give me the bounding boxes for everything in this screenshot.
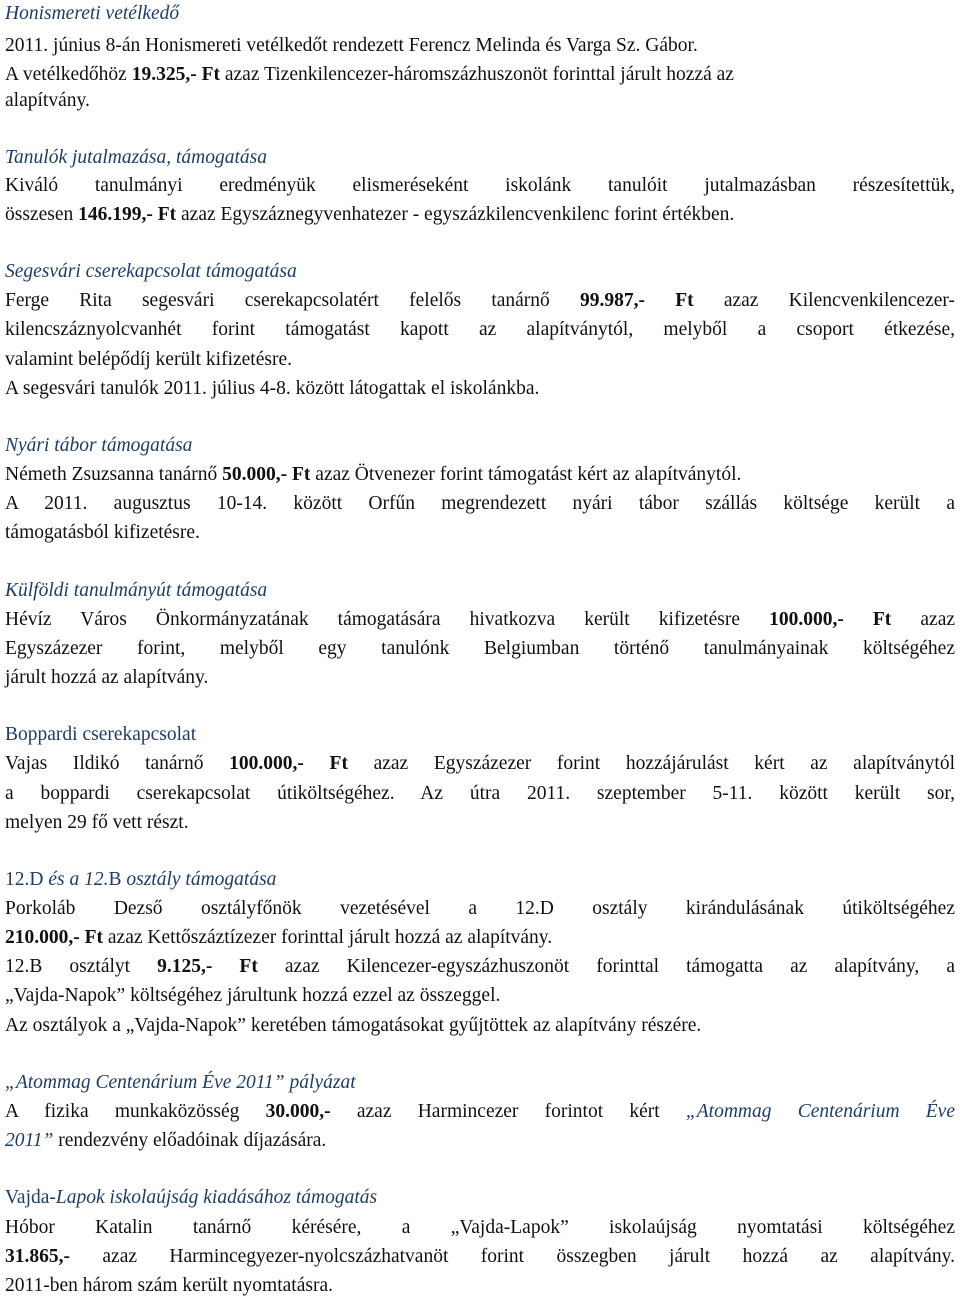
amount: 9.125,- Ft: [157, 956, 258, 977]
amount: 31.865,-: [5, 1246, 70, 1267]
paragraph-line: Egyszázezer forint, melyből egy tanulónk Belgiumban történő tanulmányainak költségéhez: [5, 638, 955, 659]
paragraph-line: Kiváló tanulmányi eredményük elismeréseként iskolánk tanulóit jutalmazásban részesítettük,: [5, 175, 955, 196]
event-title: „Atommag Centenárium Éve: [685, 1101, 955, 1122]
section-heading: Nyári tábor támogatása: [5, 435, 193, 456]
amount: 210.000,- Ft: [5, 927, 104, 948]
paragraph-line: alapítvány.: [5, 90, 90, 111]
paragraph-line: 31.865,- azaz Harmincegyezer-nyolcszázhatvanöt forint összegben járult hozzá az alapítvány.: [5, 1246, 955, 1267]
paragraph-line: A vetélkedőhöz 19.325,- Ft azaz Tizenkilencezer-háromszázhuszonöt forinttal járult hozzá az: [5, 64, 734, 85]
paragraph-line: Németh Zsuzsanna tanárnő 50.000,- Ft azaz Ötvenezer forint támogatást kért az alapítványtól.: [5, 464, 742, 485]
paragraph-line: 2011-ben három szám került nyomtatásra.: [5, 1275, 333, 1296]
paragraph-line: valamint belépődíj került kifizetésre.: [5, 349, 292, 370]
section-heading: Vajda-Lapok iskolaújság kiadásához támogatás: [5, 1187, 378, 1208]
paragraph-line: Az osztályok a „Vajda-Napok” keretében támogatásokat gyűjtöttek az alapítvány részére.: [5, 1015, 702, 1036]
section-heading: Boppardi cserekapcsolat: [5, 724, 197, 745]
paragraph-line: A 2011. augusztus 10-14. között Orfűn megrendezett nyári tábor szállás költsége került a: [5, 493, 955, 514]
section-heading: „Atommag Centenárium Éve 2011” pályázat: [5, 1072, 356, 1093]
section-heading: Tanulók jutalmazása, támogatása: [5, 147, 268, 168]
amount: 99.987,- Ft: [580, 290, 694, 311]
event-title: 2011”: [5, 1130, 54, 1151]
section-heading: 12.D és a 12.B osztály támogatása: [5, 869, 277, 890]
paragraph-line: a boppardi cserekapcsolat útiköltségéhez. Az útra 2011. szeptember 5-11. között került sor,: [5, 783, 955, 804]
amount: 146.199,- Ft: [78, 204, 177, 225]
paragraph-line: támogatásból kifizetésre.: [5, 522, 200, 543]
paragraph-line: Vajas Ildikó tanárnő 100.000,- Ft azaz Egyszázezer forint hozzájárulást kért az alapítványtól: [5, 753, 955, 774]
amount: 100.000,- Ft: [769, 609, 892, 630]
amount: 100.000,- Ft: [229, 753, 348, 774]
amount: 19.325,- Ft: [131, 64, 220, 85]
paragraph-line: „Vajda-Napok” költségéhez járultunk hozzá ezzel az összeggel.: [5, 985, 501, 1006]
paragraph-line: járult hozzá az alapítvány.: [5, 667, 209, 688]
amount: 30.000,-: [265, 1101, 331, 1122]
paragraph-line: A fizika munkaközösség 30.000,- azaz Harmincezer forintot kért „Atommag Centenárium Éve: [5, 1101, 955, 1122]
section-heading: Külföldi tanulmányút támogatása: [5, 580, 268, 601]
section-heading: Segesvári cserekapcsolat támogatása: [5, 261, 297, 282]
paragraph-line: Hóbor Katalin tanárnő kérésére, a „Vajda-Lapok” iskolaújság nyomtatási költségéhez: [5, 1217, 955, 1238]
paragraph-line: melyen 29 fő vett részt.: [5, 812, 189, 833]
paragraph-line: Ferge Rita segesvári cserekapcsolatért felelős tanárnő 99.987,- Ft azaz Kilencvenkilencezer-: [5, 290, 955, 311]
paragraph-line: Hévíz Város Önkormányzatának támogatására hivatkozva került kifizetésre 100.000,- Ft azaz: [5, 609, 956, 630]
paragraph-line: 12.B osztályt 9.125,- Ft azaz Kilencezer-egyszázhuszonöt forinttal támogatta az alapítvány, a: [5, 956, 955, 977]
paragraph-line: összesen 146.199,- Ft azaz Egyszáznegyvenhatezer - egyszázkilencvenkilenc forint értékben.: [5, 204, 735, 225]
paragraph-line: A segesvári tanulók 2011. július 4-8. között látogattak el iskolánkba.: [5, 378, 540, 399]
paragraph-line: 2011” rendezvény előadóinak díjazására.: [5, 1130, 327, 1151]
section-heading: Honismereti vetélkedő: [5, 3, 180, 24]
amount: 50.000,- Ft: [222, 464, 311, 485]
paragraph-line: 2011. június 8-án Honismereti vetélkedőt rendezett Ferencz Melinda és Varga Sz. Gábor.: [5, 35, 698, 56]
paragraph-line: kilencszáznyolcvanhét forint támogatást kapott az alapítványtól, melyből a csoport étkezése,: [5, 319, 955, 340]
paragraph-line: 210.000,- Ft azaz Kettőszáztízezer forinttal járult hozzá az alapítvány.: [5, 927, 553, 948]
paragraph-line: Porkoláb Dezső osztályfőnök vezetésével a 12.D osztály kirándulásának útiköltségéhez: [5, 898, 955, 919]
